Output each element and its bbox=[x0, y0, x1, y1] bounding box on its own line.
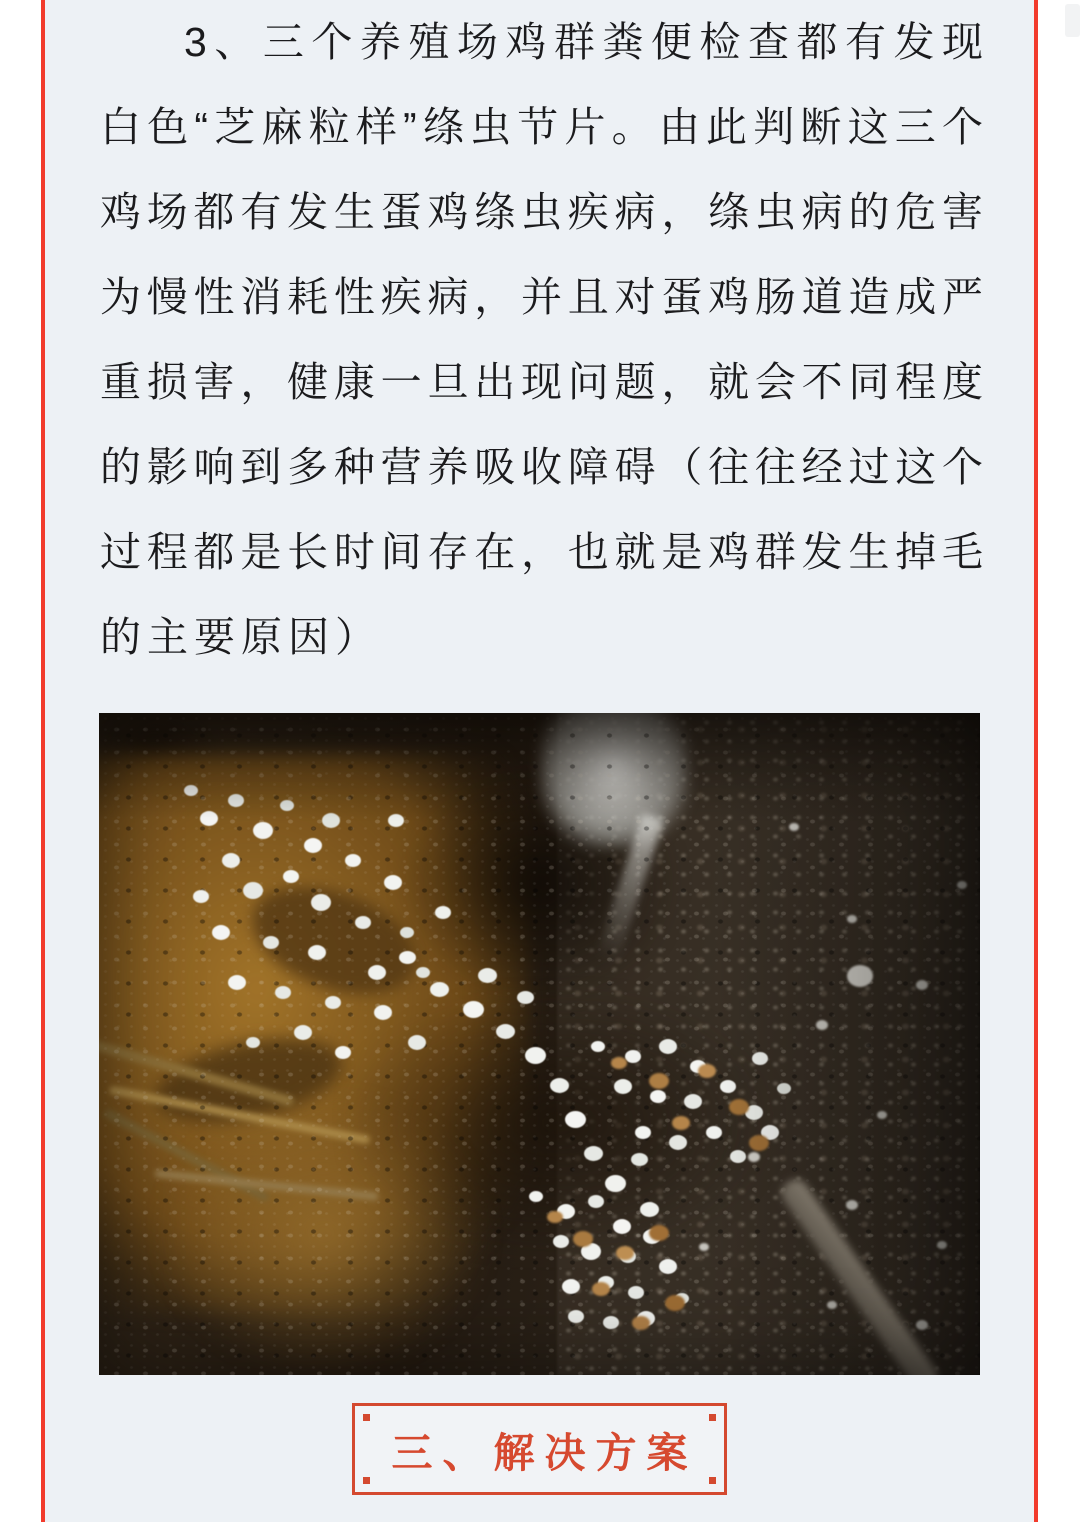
scrollbar-thumb[interactable] bbox=[1065, 4, 1080, 37]
paragraph-line: 白色“芝麻粒样”绦虫节片。由此判断这三个 bbox=[100, 104, 983, 150]
corner-dot-icon bbox=[363, 1414, 370, 1421]
section-title-label: 三、解决方案 bbox=[391, 1429, 698, 1476]
paragraph-line: 为慢性消耗性疾病，并且对蛋鸡肠道造成严 bbox=[100, 274, 983, 320]
feces-photo[interactable] bbox=[99, 713, 980, 1375]
paragraph-line: 鸡场都有发生蛋鸡绦虫疾病，绦虫病的危害 bbox=[100, 189, 983, 235]
section-title-box bbox=[352, 1403, 727, 1495]
paragraph-line: 的影响到多种营养吸收障碍（往往经过这个 bbox=[100, 444, 983, 490]
corner-dot-icon bbox=[709, 1477, 716, 1484]
body-paragraph bbox=[45, 0, 1034, 680]
paragraph-line: 重损害，健康一旦出现问题，就会不同程度 bbox=[100, 359, 983, 405]
paragraph-line: 过程都是长时间存在，也就是鸡群发生掉毛 bbox=[100, 529, 983, 575]
paragraph-line: 3、三个养殖场鸡群粪便检查都有发现 bbox=[184, 19, 983, 65]
content-card bbox=[41, 0, 1038, 1522]
photo-vignette-layer bbox=[99, 713, 980, 1375]
paragraph-line: 的主要原因） bbox=[100, 614, 382, 660]
corner-dot-icon bbox=[709, 1414, 716, 1421]
corner-dot-icon bbox=[363, 1477, 370, 1484]
